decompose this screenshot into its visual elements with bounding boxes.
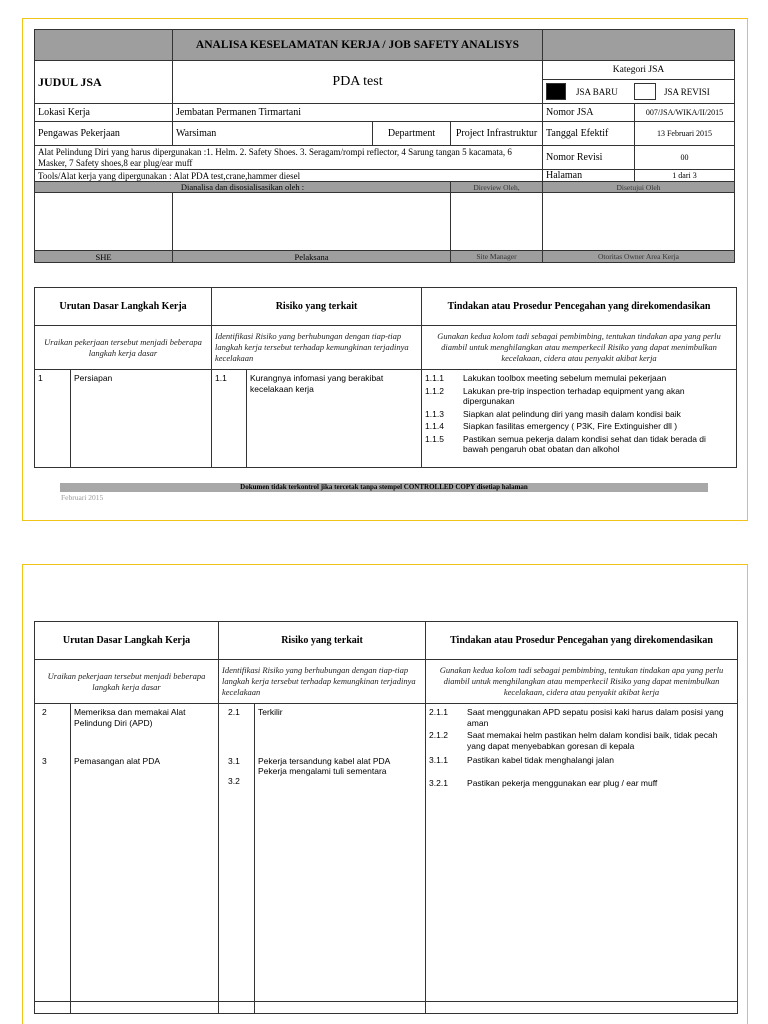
col-head-actions: Tindakan atau Prosedur Pencegahan yang direkomendasikan — [426, 622, 738, 660]
pengawas-value: Warsiman — [173, 122, 373, 146]
col-head-steps: Urutan Dasar Langkah Kerja — [35, 622, 219, 660]
nomor-revisi-label: Nomor Revisi — [543, 146, 635, 170]
risk-number: 2.1 — [228, 707, 240, 717]
footer-bar — [60, 483, 708, 492]
tools-text: Tools/Alat kerja yang dipergunakan : Alat PDA test,crane,hammer diesel — [35, 170, 543, 182]
step-text: Persiapan — [71, 370, 212, 468]
signature-label-she: SHE — [35, 251, 173, 263]
signature-box-she[interactable] — [35, 193, 173, 251]
lokasi-value: Jembatan Permanen Tirmartani — [173, 104, 543, 122]
step-number: 1 — [35, 370, 71, 468]
direview-label: Direview Oleh, — [451, 182, 543, 193]
footer-date: Februari 2015 — [61, 493, 104, 502]
action-item: 3.2.1 Pastikan pekerja menggunakan ear plug / ear muff — [429, 777, 658, 788]
action-item: 1.1.4 Siapkan fasilitas emergency ( P3K, Fire Extinguisher dll ) — [425, 421, 678, 431]
jsa-header-table — [34, 29, 735, 263]
risk-text: Pekerja tersandung kabel alat PDA — [258, 755, 391, 766]
document-page-2 — [22, 564, 748, 1024]
jsa-baru-label: JSA BARU — [576, 86, 618, 97]
jsa-revisi-label: JSA REVISI — [664, 86, 710, 97]
col-head-steps: Urutan Dasar Langkah Kerja — [35, 288, 212, 326]
steps-table-page-2 — [34, 621, 738, 1014]
action-item: 1.1.2 Lakukan pre-trip inspection terhadap equipment yang akan dipergunakan — [425, 385, 685, 406]
col-sub-steps: Uraikan pekerjaan tersebut menjadi beberapa langkah kerja dasar — [35, 660, 219, 704]
signature-label-site-manager: Site Manager — [451, 251, 543, 263]
col-sub-actions: Gunakan kedua kolom tadi sebagai pembimbing, tentukan tindakan apa yang perlu diambil untuk menghilangkan atau memperkecil Risiko yang dapat menimbulkan kecelakaan, cidera atau penyakit akibat kerja — [422, 326, 737, 370]
footer-note: Dokumen tidak terkontrol jika tercetak tanpa stempel CONTROLLED COPY disetiap halaman — [240, 483, 528, 491]
col-head-risks: Risiko yang terkait — [219, 622, 426, 660]
step-text: Memeriksa dan memakai Alat Pelindung Diri (APD) — [74, 707, 186, 728]
department-label: Department — [373, 122, 451, 146]
risk-text: Pekerja mengalami tuli sementara — [258, 766, 387, 776]
lokasi-label: Lokasi Kerja — [35, 104, 173, 122]
step-number: 2 — [42, 707, 47, 717]
judul-label: JUDUL JSA — [35, 61, 173, 104]
risk-number: 3.1 — [228, 755, 240, 766]
halaman-label: Halaman — [543, 170, 635, 182]
risk-text: Terkilir — [258, 707, 283, 717]
department-value: Project Infrastruktur — [451, 122, 543, 146]
col-sub-risks: Identifikasi Risiko yang berhubungan dengan tiap-tiap langkah kerja tersebut terhadap kemungkinan terjadinya kecelakaan — [219, 660, 426, 704]
table-row — [35, 1002, 738, 1014]
risk-number: 3.2 — [228, 776, 240, 786]
nomor-revisi-value: 00 — [635, 146, 735, 170]
disetujui-label: Disetujui Oleh — [543, 182, 735, 193]
signature-box-pelaksana[interactable] — [173, 193, 451, 251]
jsa-revisi-checkbox[interactable] — [634, 83, 656, 100]
action-item: 2.1.2 Saat memakai helm pastikan helm dalam kondisi baik, tidak pecah yang dapat menyebabkan goresan di kepala — [429, 730, 718, 751]
col-head-risks: Risiko yang terkait — [212, 288, 422, 326]
tanggal-value: 13 Februari 2015 — [635, 122, 735, 146]
apd-text: Alat Pelindung Diri yang harus dipergunakan :1. Helm. 2. Safety Shoes. 3. Seragam/rompi reflector, 4 Sarung tangan 5 kacamata, 6 Masker, 7 Safety shoes,8 ear plug/ear muff — [35, 146, 543, 170]
col-sub-actions: Gunakan kedua kolom tadi sebagai pembimbing, tentukan tindakan apa yang perlu diambil untuk menghilangkan atau memperkecil Risiko yang dapat menimbulkan kecelakaan, cidera atau penyakit akibat kerja — [426, 660, 738, 704]
kategori-label: Kategori JSA — [543, 61, 734, 80]
col-head-actions: Tindakan atau Prosedur Pencegahan yang direkomendasikan — [422, 288, 737, 326]
judul-value: PDA test — [173, 61, 543, 104]
action-item: 3.1.1 Pastikan kabel tidak menghalangi jalan — [429, 755, 614, 765]
signature-box-site-manager[interactable] — [451, 193, 543, 251]
document-title: ANALISA KESELAMATAN KERJA / JOB SAFETY ANALISYS — [173, 30, 543, 61]
action-item: 1.1.3 Siapkan alat pelindung diri yang masih dalam kondisi baik — [425, 408, 681, 419]
dianalisa-label: Dianalisa dan disosialisasikan oleh : — [35, 182, 451, 193]
signature-label-otoritas: Otoritas Owner Area Kerja — [543, 251, 735, 263]
document-page-1 — [22, 18, 748, 521]
action-item: 1.1.1 Lakukan toolbox meeting sebelum memulai pekerjaan — [425, 373, 667, 383]
action-item: 2.1.1 Saat menggunakan APD sepatu posisi kaki harus dalam posisi yang aman — [429, 707, 724, 728]
signature-label-pelaksana: Pelaksana — [173, 251, 451, 263]
risk-number: 1.1 — [212, 370, 247, 468]
nomor-jsa-label: Nomor JSA — [543, 104, 635, 122]
col-sub-steps: Uraikan pekerjaan tersebut menjadi beberapa langkah kerja dasar — [35, 326, 212, 370]
nomor-jsa-value: 007/JSA/WIKA/II/2015 — [635, 104, 735, 122]
pengawas-label: Pengawas Pekerjaan — [35, 122, 173, 146]
risk-text: Kurangnya infomasi yang berakibat kecelakaan kerja — [247, 370, 422, 468]
col-sub-risks: Identifikasi Risiko yang berhubungan dengan tiap-tiap langkah kerja tersebut terhadap kemungkinan terjadinya kecelakaan — [212, 326, 422, 370]
table-row — [35, 370, 737, 468]
step-number: 3 — [42, 755, 47, 766]
table-row — [35, 704, 738, 1002]
jsa-baru-checkbox[interactable] — [546, 83, 566, 100]
tanggal-label: Tanggal Efektif — [543, 122, 635, 146]
steps-table-page-1 — [34, 287, 737, 468]
signature-box-otoritas[interactable] — [543, 193, 735, 251]
halaman-value: 1 dari 3 — [635, 170, 735, 182]
action-item: 1.1.5 Pastikan semua pekerja dalam kondisi sehat dan tidak berada di bawah pengaruh obat obatan dan alkohol — [425, 433, 706, 454]
step-text: Pemasangan alat PDA — [74, 756, 160, 766]
